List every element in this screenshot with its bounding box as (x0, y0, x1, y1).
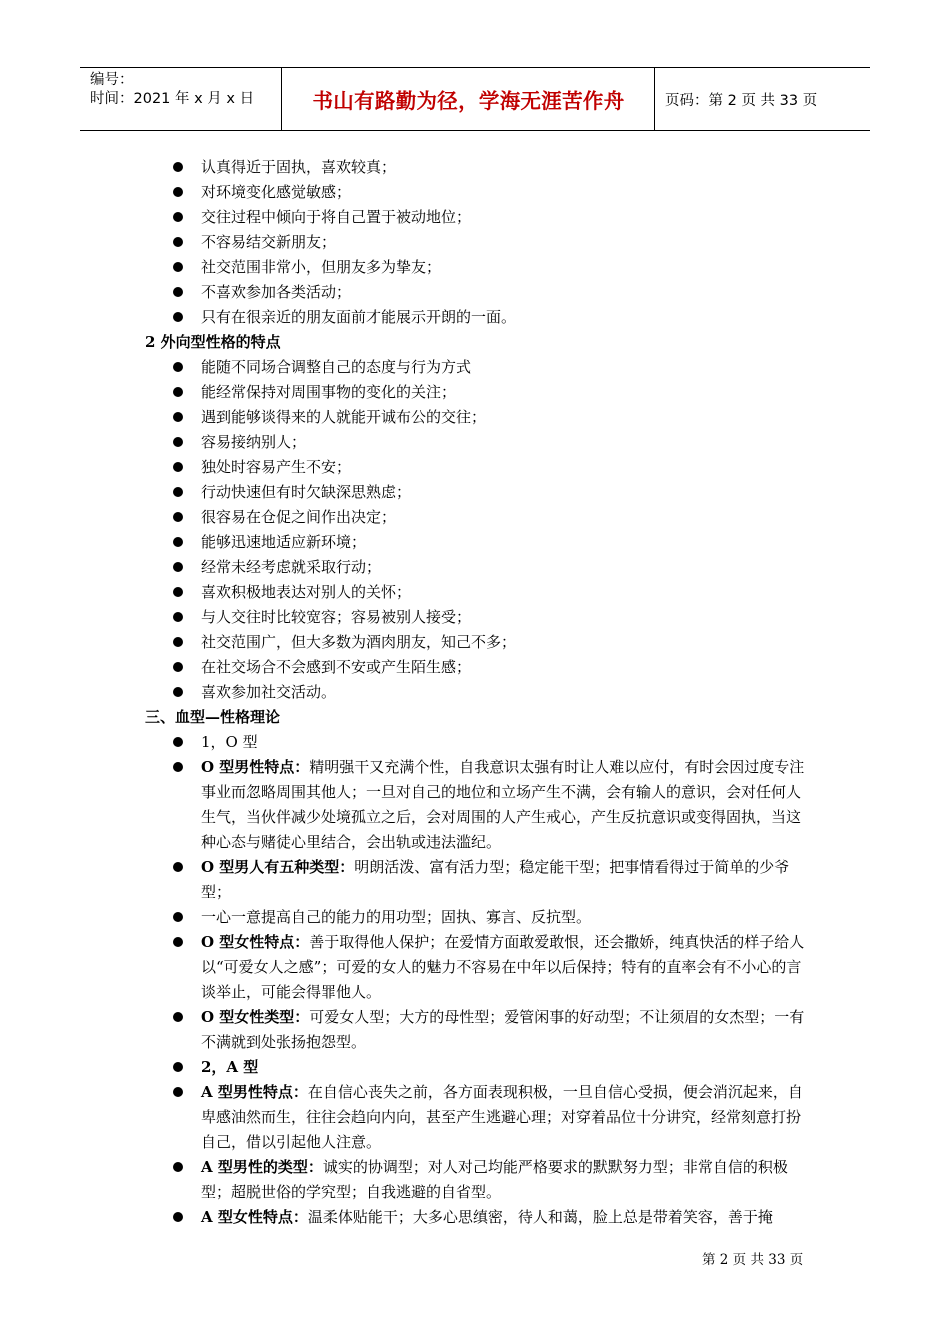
list-item-text: 能够迅速地适应新环境； (201, 533, 367, 551)
section-heading-extrovert: 2 外向型性格的特点 (145, 333, 281, 351)
list-item-label: A 型男性特点： (201, 1083, 308, 1101)
list-item (0, 1055, 950, 1080)
list-item-text: 不喜欢参加各类活动； (201, 283, 352, 301)
bullet-icon (173, 862, 183, 872)
bullet-icon (173, 687, 183, 697)
document-body (0, 155, 950, 1230)
list-item (0, 355, 950, 380)
list-item-label: O 型男性特点： (201, 758, 310, 776)
list-item (0, 655, 950, 680)
bullet-icon (173, 762, 183, 772)
bullet-icon (173, 212, 183, 222)
list-item-text: 1，O 型 (201, 733, 258, 751)
bullet-icon (173, 387, 183, 397)
list-item (0, 430, 950, 455)
bullet-icon (173, 237, 183, 247)
bullet-icon (173, 562, 183, 572)
bullet-icon (173, 362, 183, 372)
list-item-text: 行动快速但有时欠缺深思熟虑； (201, 483, 412, 501)
list-item (0, 730, 950, 755)
list-item-text: 诚实的协调型；对人对己均能严格要求的默默努力型；非常自信的积极型；超脱世俗的学究型；自我逃避的自省型。 (201, 1158, 788, 1201)
list-item (0, 905, 950, 930)
bullet-icon (173, 287, 183, 297)
list-item-text: 经常未经考虑就采取行动； (201, 558, 382, 576)
bullet-icon (173, 412, 183, 422)
header-page-label: 页码：第 2 页 共 33 页 (665, 92, 818, 109)
bullet-icon (173, 512, 183, 522)
list-item (0, 680, 950, 705)
list-item-label: O 型男人有五种类型： (201, 858, 355, 876)
list-item-text: 认真得近于固执，喜欢较真； (201, 158, 397, 176)
list-item-label: 2，A 型 (201, 1058, 259, 1076)
section-heading-blood-type: 三、血型—性格理论 (145, 708, 281, 726)
list-item (0, 255, 950, 280)
list-item-text: 容易接纳别人； (201, 433, 307, 451)
list-item-text: 能经常保持对周围事物的变化的关注； (201, 383, 457, 401)
introvert-traits-list (0, 155, 950, 330)
page-footer: 第 2 页 共 33 页 (702, 1252, 804, 1268)
page-header (80, 67, 870, 131)
list-item-text: 对环境变化感觉敏感； (201, 183, 352, 201)
list-item-text: 社交范围非常小，但朋友多为挚友； (201, 258, 442, 276)
list-item (0, 405, 950, 430)
bullet-icon (173, 662, 183, 672)
list-item (0, 580, 950, 605)
bullet-icon (173, 262, 183, 272)
list-item (0, 205, 950, 230)
bullet-icon (173, 1087, 183, 1097)
bullet-icon (173, 912, 183, 922)
header-divider (281, 68, 282, 130)
list-item (0, 1155, 950, 1205)
list-item (0, 555, 950, 580)
list-item-text: 只有在很亲近的朋友面前才能展示开朗的一面。 (201, 308, 517, 326)
list-item (0, 530, 950, 555)
list-item (0, 180, 950, 205)
list-item-label: O 型女性类型： (201, 1008, 310, 1026)
list-item-text: 独处时容易产生不安； (201, 458, 352, 476)
header-info (90, 71, 280, 109)
bullet-icon (173, 1162, 183, 1172)
bullet-icon (173, 1212, 183, 1222)
list-item-text: 在社交场合不会感到不安或产生陌生感； (201, 658, 472, 676)
bullet-icon (173, 612, 183, 622)
list-item (0, 1205, 950, 1230)
list-item-text: 在自信心丧失之前，各方面表现积极，一旦自信心受损，便会消沉起来，自卑感油然而生，往往会趋向内向，甚至产生逃避心理；对穿着品位十分讲究，经常刻意打扮自己，借以引起他人注意。 (201, 1083, 803, 1151)
list-item-text: 明朗活泼、富有活力型；稳定能干型；把事情看得过于简单的少爷型； (201, 858, 790, 901)
list-item (0, 855, 950, 905)
list-item (0, 480, 950, 505)
list-item (0, 305, 950, 330)
bullet-icon (173, 1062, 183, 1072)
list-item (0, 605, 950, 630)
doc-number-label: 编号： (90, 72, 134, 88)
list-item-text: 喜欢参加社交活动。 (201, 683, 337, 701)
header-motto: 书山有路勤为径，学海无涯苦作舟 (312, 89, 625, 113)
list-item-text: 温柔体贴能干；大多心思缜密，待人和蔼，脸上总是带着笑容，善于掩 (307, 1208, 773, 1226)
list-item-label: A 型男性的类型： (201, 1158, 323, 1176)
list-item (0, 930, 950, 1005)
bullet-icon (173, 187, 183, 197)
list-item (0, 280, 950, 305)
bullet-icon (173, 537, 183, 547)
list-item-text: 社交范围广，但大多数为酒肉朋友，知己不多； (201, 633, 517, 651)
list-item (0, 1080, 950, 1155)
list-item (0, 755, 950, 855)
bullet-icon (173, 937, 183, 947)
list-item-text: 与人交往时比较宽容；容易被别人接受； (201, 608, 472, 626)
blood-type-list (0, 730, 950, 1230)
bullet-icon (173, 637, 183, 647)
list-item-text: 能随不同场合调整自己的态度与行为方式 (201, 358, 472, 376)
bullet-icon (173, 312, 183, 322)
list-item (0, 380, 950, 405)
list-item-text: 不容易结交新朋友； (201, 233, 337, 251)
bullet-icon (173, 737, 183, 747)
list-item (0, 455, 950, 480)
bullet-icon (173, 587, 183, 597)
list-item (0, 1005, 950, 1055)
list-item-text: 可爱女人型；大方的母性型；爱管闲事的好动型；不让须眉的女杰型；一有不满就到处张扬抱怨型。 (201, 1008, 805, 1051)
list-item (0, 505, 950, 530)
list-item-text: 交往过程中倾向于将自己置于被动地位； (201, 208, 472, 226)
doc-time-label: 时间：2021 年 x 月 x 日 (90, 91, 255, 107)
header-divider (654, 68, 655, 130)
list-item-text: 一心一意提高自己的能力的用功型；固执、寡言、反抗型。 (201, 908, 592, 926)
list-item-text: 精明强干又充满个性，自我意识太强有时让人难以应付，有时会因过度专注事业而忽略周围其他人；一旦对自己的地位和立场产生不满，会有输人的意识，会对任何人生气，当伙伴减少处境孤立之后，会对周围的人产生戒心，产生反抗意识或变得固执，当这种心态与赌徒心里结合，会出轨或违法滥纪。 (201, 758, 805, 851)
list-item (0, 230, 950, 255)
list-item (0, 155, 950, 180)
list-item (0, 630, 950, 655)
list-item-text: 遇到能够谈得来的人就能开诚布公的交往； (201, 408, 487, 426)
list-item-text: 很容易在仓促之间作出决定； (201, 508, 397, 526)
bullet-icon (173, 1012, 183, 1022)
list-item-text: 善于取得他人保护；在爱情方面敢爱敢恨，还会撒娇，纯真快活的样子给人以“可爱女人之感”；可爱的女人的魅力不容易在中年以后保持；特有的直率会有不小心的言谈举止，可能会得罪他人。 (201, 933, 805, 1001)
extrovert-traits-list (0, 355, 950, 705)
bullet-icon (173, 462, 183, 472)
list-item-label: A 型女性特点： (201, 1208, 308, 1226)
bullet-icon (173, 437, 183, 447)
list-item-text: 喜欢积极地表达对别人的关怀； (201, 583, 412, 601)
bullet-icon (173, 162, 183, 172)
bullet-icon (173, 487, 183, 497)
list-item-label: O 型女性特点： (201, 933, 310, 951)
